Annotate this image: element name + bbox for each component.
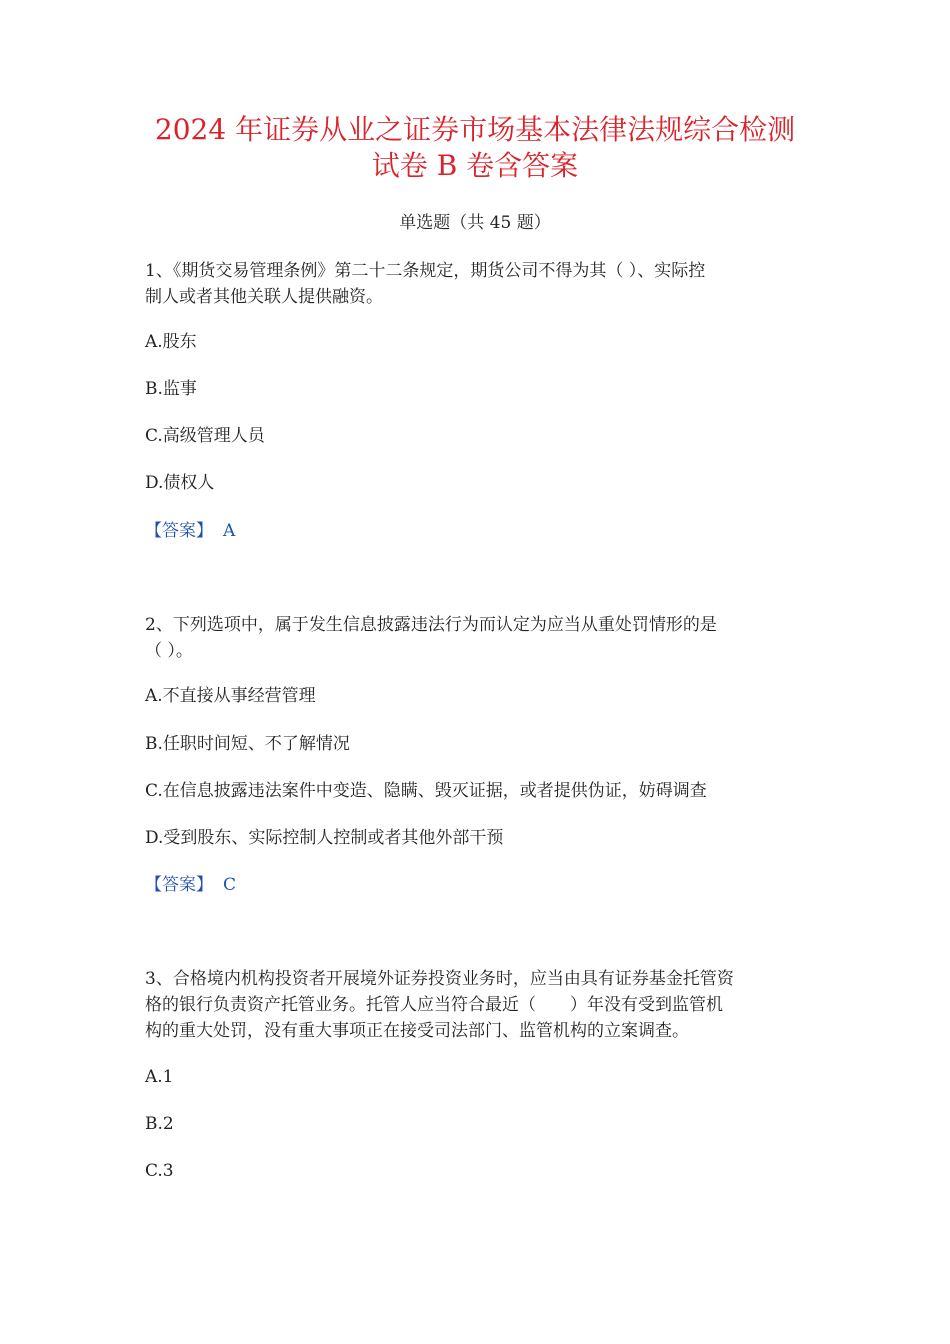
question-stem-line: 制人或者其他关联人提供融资。 <box>145 287 383 307</box>
document-title-line-1: 2024 年证券从业之证券市场基本法律法规综合检测 <box>154 113 796 146</box>
option-d: D.受到股东、实际控制人控制或者其他外部干预 <box>145 828 504 848</box>
answer-value: C <box>223 875 237 895</box>
option-b: B.监事 <box>145 379 197 399</box>
option-a: A.不直接从事经营管理 <box>145 686 316 706</box>
question-stem-line: 3、合格境内机构投资者开展境外证券投资业务时，应当由具有证券基金托管资 <box>145 969 734 989</box>
question-stem-line: 构的重大处罚，没有重大事项正在接受司法部门、监管机构的立案调查。 <box>145 1021 689 1041</box>
option-a: A.股东 <box>145 332 197 352</box>
answer-value: A <box>223 521 236 541</box>
option-b: B.任职时间短、不了解情况 <box>145 734 350 754</box>
question-stem-line: 1、《期货交易管理条例》第二十二条规定，期货公司不得为其（ ）、实际控 <box>145 261 706 281</box>
answer-line <box>145 872 805 898</box>
option-c: C.3 <box>145 1161 174 1181</box>
option-c: C.在信息披露违法案件中变造、隐瞒、毁灭证据，或者提供伪证，妨碍调查 <box>145 781 707 801</box>
question-stem-line: 格的银行负责资产托管业务。托管人应当符合最近（ ）年没有受到监管机 <box>145 995 723 1015</box>
answer-label: 【答案】 <box>145 875 213 895</box>
document-title-line-2: 试卷 B 卷含答案 <box>371 149 579 182</box>
option-c: C.高级管理人员 <box>145 426 265 446</box>
question-stem-line: （ ）。 <box>145 641 193 661</box>
answer-label: 【答案】 <box>145 521 213 541</box>
option-d: D.债权人 <box>145 473 215 493</box>
section-heading: 单选题（共 45 题） <box>399 213 551 233</box>
option-a: A.1 <box>145 1067 174 1087</box>
answer-line <box>145 518 805 544</box>
question-stem-line: 2、下列选项中，属于发生信息披露违法行为而认定为应当从重处罚情形的是 <box>145 615 717 635</box>
option-b: B.2 <box>145 1114 174 1134</box>
